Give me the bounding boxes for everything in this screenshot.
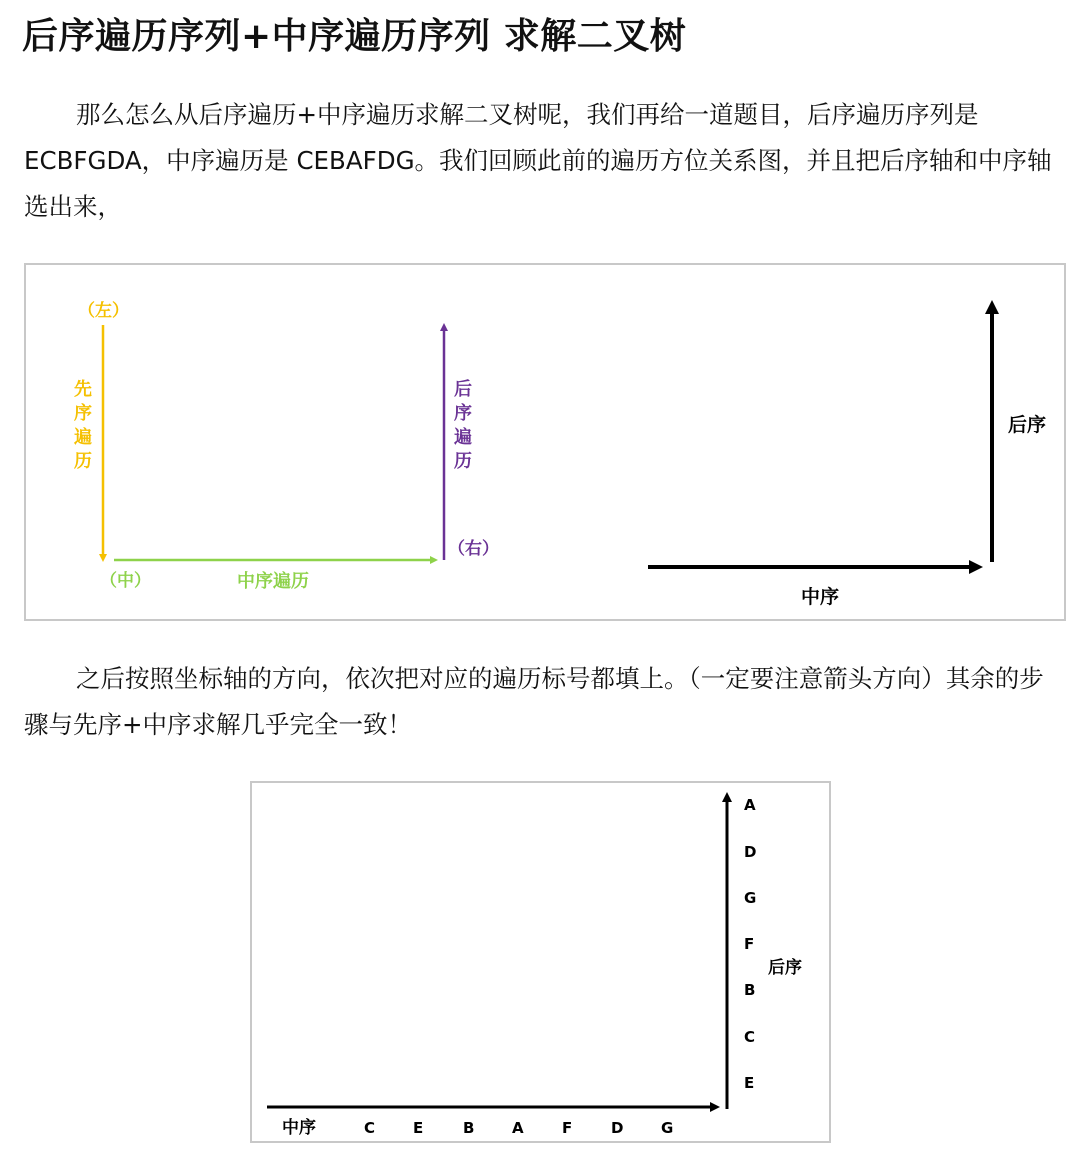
traversal-direction-diagram: [24, 263, 1066, 621]
postorder-node-5: B: [744, 981, 756, 999]
postorder-node-7: E: [744, 1074, 755, 1092]
inorder-node-1: C: [364, 1119, 376, 1137]
page-title: 后序遍历序列+中序遍历序列 求解二叉树: [22, 16, 687, 57]
postorder-node-2: D: [744, 843, 757, 861]
postorder-node-3: G: [744, 889, 757, 907]
steps-paragraph: 之后按照坐标轴的方向，依次把对应的遍历标号都填上。（一定要注意箭头方向）其余的步骤与先序+中序求解几乎完全一致！: [24, 664, 1044, 739]
intro-paragraph: 那么怎么从后序遍历+中序遍历求解二叉树呢，我们再给一道题目，后序遍历序列是 ECBFGDA，中序遍历是 CEBAFDG。我们回顾此前的遍历方位关系图，并且把后序轴和中序轴选出来，: [24, 100, 1052, 221]
inorder-node-6: D: [611, 1119, 624, 1137]
postorder-char-1: 后: [454, 379, 472, 400]
inorder-label-2: 中序: [282, 1118, 316, 1138]
inorder-node-2: E: [413, 1119, 424, 1137]
right-label: （右）: [448, 539, 499, 559]
preorder-char-2: 序: [74, 403, 92, 424]
inorder-node-5: F: [562, 1119, 573, 1137]
inorder-axis-label: 中序: [801, 586, 840, 608]
postorder-node-4: F: [744, 935, 755, 953]
inorder-node-4: A: [512, 1119, 524, 1137]
postorder-node-6: C: [744, 1028, 756, 1046]
preorder-char-1: 先: [74, 379, 92, 400]
postorder-sequence: [744, 796, 756, 1092]
preorder-char-4: 历: [74, 451, 92, 472]
traversal-direction-svg: [26, 265, 1064, 619]
inorder-label: 中序遍历: [237, 571, 309, 592]
postorder-char-2: 序: [454, 403, 472, 424]
mid-label: （中）: [100, 571, 151, 591]
postorder-label-2: 后序: [768, 958, 802, 978]
postorder-char-4: 历: [454, 451, 472, 472]
postorder-axis-label: 后序: [1008, 414, 1047, 436]
filled-axes-svg: [252, 783, 829, 1141]
preorder-char-3: 遍: [74, 427, 92, 448]
filled-axes-diagram: [250, 781, 831, 1143]
inorder-node-3: B: [463, 1119, 475, 1137]
inorder-node-7: G: [661, 1119, 674, 1137]
postorder-char-3: 遍: [454, 427, 472, 448]
postorder-node-1: A: [744, 796, 756, 814]
left-label: （左）: [78, 301, 129, 321]
inorder-sequence: [364, 1119, 673, 1137]
